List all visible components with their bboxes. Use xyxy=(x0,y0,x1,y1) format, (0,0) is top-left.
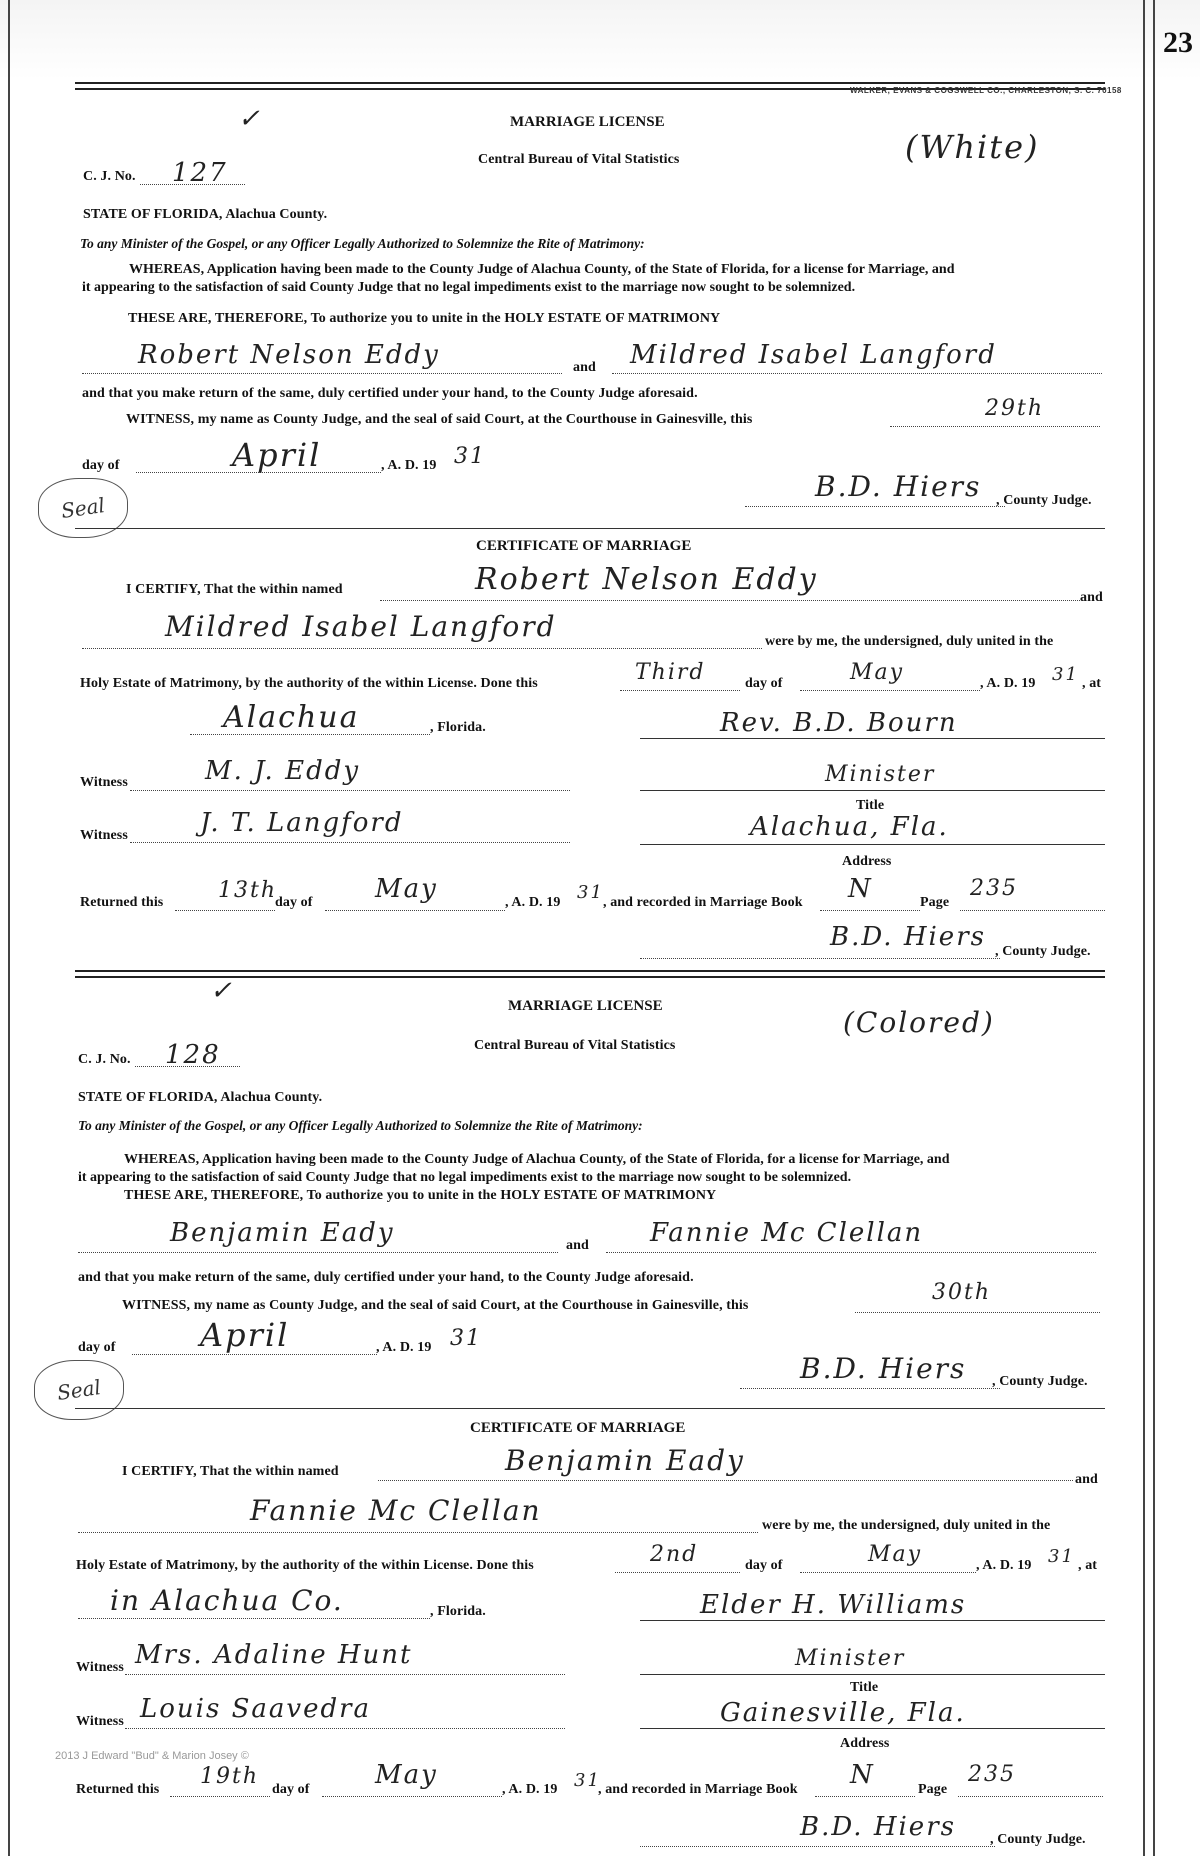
page-number: 23 xyxy=(1163,26,1193,59)
officiant-name: Rev. B.D. Bourn xyxy=(720,708,958,738)
returned-year: 31 xyxy=(574,1770,601,1791)
returned-day: 19th xyxy=(200,1764,260,1789)
witness-2-name: J. T. Langford xyxy=(200,808,404,838)
book-letter: N xyxy=(848,874,873,904)
cert-ad-label: , A. D. 19 xyxy=(980,676,1036,691)
cert-day: 2nd xyxy=(650,1542,699,1567)
cert-year: 31 xyxy=(1048,1546,1075,1567)
witness-1-label: Witness xyxy=(80,775,128,790)
bride-name: Mildred Isabel Langford xyxy=(630,340,997,370)
florida-label: , Florida. xyxy=(430,1604,486,1619)
returned-label: Returned this xyxy=(80,895,164,910)
returned-day: 13th xyxy=(218,878,278,903)
address-label: Address xyxy=(842,854,892,869)
witness-judge-line: WITNESS, my name as County Judge, and the seal of said Court, at the Courthouse in Gainesville, this xyxy=(122,1298,749,1313)
united-line: were by me, the undersigned, duly united in the xyxy=(762,1518,1051,1533)
cert-day-of-label: day of xyxy=(745,1558,783,1573)
returned-ad-label: , A. D. 19 xyxy=(502,1782,558,1797)
title-label: Title xyxy=(850,1680,879,1695)
license-year: 31 xyxy=(450,1326,482,1351)
license-month: April xyxy=(232,436,322,474)
check-mark: ✓ xyxy=(210,976,234,1006)
judge-signature: B.D. Hiers xyxy=(800,1352,967,1385)
whereas-line-1: WHEREAS, Application having been made to the County Judge of Alachua County, of the State of Florida, for a license for Marriage, and xyxy=(129,262,955,277)
state-line: STATE OF FLORIDA, Alachua County. xyxy=(83,207,328,222)
returned-ad-label: , A. D. 19 xyxy=(505,895,561,910)
court-seal: Seal xyxy=(38,478,128,538)
witness-1-name: Mrs. Adaline Hunt xyxy=(135,1640,413,1670)
groom-name: Benjamin Eady xyxy=(170,1218,395,1248)
cert-and-label: and xyxy=(1075,1472,1098,1487)
cert-ad-label: , A. D. 19 xyxy=(976,1558,1032,1573)
witness-2-label: Witness xyxy=(80,828,128,843)
return-line: and that you make return of the same, duly certified under your hand, to the County Judge aforesaid. xyxy=(78,1270,694,1285)
recorded-signature: B.D. Hiers xyxy=(800,1812,956,1842)
cert-year: 31 xyxy=(1052,664,1079,685)
and-label: and xyxy=(566,1238,589,1253)
page-label: Page xyxy=(920,895,950,910)
page-label: Page xyxy=(918,1782,948,1797)
race-note: (White) xyxy=(905,128,1040,166)
groom-name: Robert Nelson Eddy xyxy=(138,340,440,370)
holy-estate-line: Holy Estate of Matrimony, by the authority of the within License. Done this xyxy=(76,1558,534,1573)
cert-groom-name: Benjamin Eady xyxy=(505,1444,745,1477)
printer-imprint: WALKER, EVANS & COGSWELL CO., CHARLESTON, S. C. 70158 xyxy=(850,86,1122,95)
return-line: and that you make return of the same, duly certified under your hand, to the County Judge aforesaid. xyxy=(82,386,698,401)
officiant-name: Elder H. Williams xyxy=(700,1590,967,1620)
cert-month: May xyxy=(850,660,905,685)
cert-groom-name: Robert Nelson Eddy xyxy=(475,562,818,597)
florida-label: , Florida. xyxy=(430,720,486,735)
whereas-line-2: it appearing to the satisfaction of said County Judge that no legal impediments exist to the marriage now sought to be solemnized. xyxy=(82,280,856,295)
returned-month: May xyxy=(375,1760,438,1790)
title-label: Title xyxy=(856,798,885,813)
left-border-line xyxy=(8,0,10,1856)
witness-2-label: Witness xyxy=(76,1714,124,1729)
whereas-line-1: WHEREAS, Application having been made to the County Judge of Alachua County, of the State of Florida, for a license for Marriage, and xyxy=(124,1152,950,1167)
check-mark: ✓ xyxy=(238,104,262,134)
officiant-address: Gainesville, Fla. xyxy=(720,1698,966,1728)
license-title: MARRIAGE LICENSE xyxy=(508,998,663,1014)
officiant-title: Minister xyxy=(825,762,936,787)
license-year: 31 xyxy=(454,444,486,469)
license-month: April xyxy=(200,1316,290,1354)
court-seal: Seal xyxy=(34,1360,124,1420)
cj-number: 127 xyxy=(172,158,228,188)
recorded-label: , and recorded in Marriage Book xyxy=(603,895,803,910)
recorded-county-judge-label: , County Judge. xyxy=(990,1832,1086,1847)
judge-signature: B.D. Hiers xyxy=(815,470,982,503)
page-top-band xyxy=(0,0,1200,80)
returned-month: May xyxy=(375,874,438,904)
copyright-watermark: 2013 J Edward "Bud" & Marion Josey © xyxy=(55,1750,249,1762)
bride-name: Fannie Mc Clellan xyxy=(650,1218,924,1248)
witness-judge-line: WITNESS, my name as County Judge, and the seal of said Court, at the Courthouse in Gainesville, this xyxy=(126,412,753,427)
marriage-place: in Alachua Co. xyxy=(110,1584,344,1617)
book-letter: N xyxy=(850,1760,875,1790)
state-line: STATE OF FLORIDA, Alachua County. xyxy=(78,1090,323,1105)
day-of-label: day of xyxy=(78,1340,116,1355)
book-page: 235 xyxy=(970,876,1018,901)
bureau-title: Central Bureau of Vital Statistics xyxy=(474,1038,676,1053)
holy-estate-line: Holy Estate of Matrimony, by the authority of the within License. Done this xyxy=(80,676,538,691)
cert-bride-name: Mildred Isabel Langford xyxy=(165,610,557,643)
cert-month: May xyxy=(868,1542,923,1567)
returned-year: 31 xyxy=(577,882,604,903)
recorded-signature: B.D. Hiers xyxy=(830,922,986,952)
returned-label: Returned this xyxy=(76,1782,160,1797)
book-page: 235 xyxy=(968,1762,1016,1787)
day-of-label: day of xyxy=(82,458,120,473)
address-line: To any Minister of the Gospel, or any Officer Legally Authorized to Solemnize the Rite of Matrimony: xyxy=(80,236,645,251)
address-line: To any Minister of the Gospel, or any Officer Legally Authorized to Solemnize the Rite of Matrimony: xyxy=(78,1118,643,1133)
cert-bride-name: Fannie Mc Clellan xyxy=(250,1494,542,1527)
certify-line: I CERTIFY, That the within named xyxy=(122,1464,339,1479)
address-label: Address xyxy=(840,1736,890,1751)
county-judge-label: , County Judge. xyxy=(992,1374,1088,1389)
license-day: 30th xyxy=(932,1280,992,1305)
united-line: were by me, the undersigned, duly united in the xyxy=(765,634,1054,649)
race-note: (Colored) xyxy=(843,1006,995,1039)
marriage-place: Alachua xyxy=(223,700,360,735)
certificate-title: CERTIFICATE OF MARRIAGE xyxy=(476,538,692,554)
recorded-label: , and recorded in Marriage Book xyxy=(598,1782,798,1797)
officiant-title: Minister xyxy=(795,1646,906,1671)
right-border-line-1 xyxy=(1143,0,1145,1856)
cj-label: C. J. No. xyxy=(83,169,136,184)
ad-label: , A. D. 19 xyxy=(376,1340,432,1355)
ad-label: , A. D. 19 xyxy=(381,458,437,473)
certificate-title: CERTIFICATE OF MARRIAGE xyxy=(470,1420,686,1436)
returned-day-of-label: day of xyxy=(272,1782,310,1797)
at-label: , at xyxy=(1082,676,1102,691)
returned-day-of-label: day of xyxy=(275,895,313,910)
and-label: and xyxy=(573,360,596,375)
license-day: 29th xyxy=(985,396,1045,421)
therefore-line: THESE ARE, THEREFORE, To authorize you to unite in the HOLY ESTATE OF MATRIMONY xyxy=(128,311,721,326)
officiant-address: Alachua, Fla. xyxy=(750,812,949,842)
at-label: , at xyxy=(1078,1558,1098,1573)
witness-2-name: Louis Saavedra xyxy=(140,1694,372,1724)
license-title: MARRIAGE LICENSE xyxy=(510,114,665,130)
cert-and-label: and xyxy=(1080,590,1103,605)
whereas-line-2: it appearing to the satisfaction of said County Judge that no legal impediments exist to the marriage now sought to be solemnized. xyxy=(78,1170,852,1185)
therefore-line: THESE ARE, THEREFORE, To authorize you to unite in the HOLY ESTATE OF MATRIMONY xyxy=(124,1188,717,1203)
recorded-county-judge-label: , County Judge. xyxy=(995,944,1091,959)
right-border-line-2 xyxy=(1153,0,1155,1856)
cert-day-of-label: day of xyxy=(745,676,783,691)
witness-1-name: M. J. Eddy xyxy=(205,756,361,786)
cj-label: C. J. No. xyxy=(78,1052,131,1067)
witness-1-label: Witness xyxy=(76,1660,124,1675)
certify-line: I CERTIFY, That the within named xyxy=(126,582,343,597)
cert-day: Third xyxy=(635,660,706,685)
county-judge-label: , County Judge. xyxy=(996,493,1092,508)
cj-number: 128 xyxy=(165,1040,221,1070)
bureau-title: Central Bureau of Vital Statistics xyxy=(478,152,680,167)
